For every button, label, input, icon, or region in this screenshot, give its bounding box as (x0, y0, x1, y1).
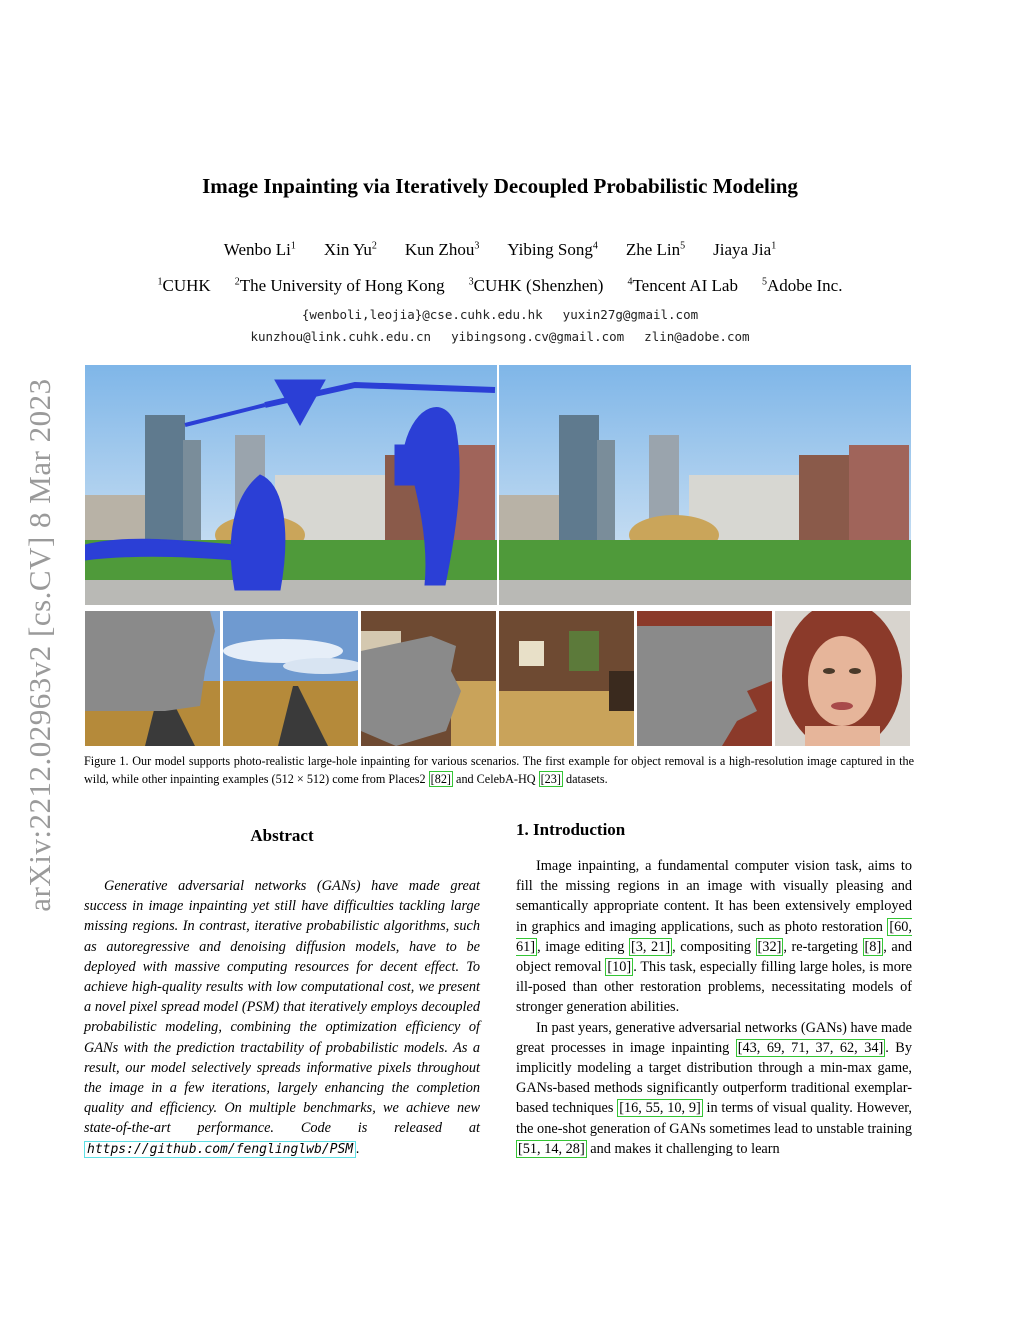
affiliation: $^5$Adobe Inc. (761, 276, 843, 295)
author-name: Wenbo Li$^1$ (223, 240, 296, 259)
figure-result-road (223, 611, 358, 746)
intro-text: in terms of visual quality. However, the one-shot generation of GANs sometimes lead to unstable training (516, 1100, 912, 1137)
intro-text: , and object removal (516, 938, 912, 976)
affiliation: $^1$CUHK (157, 276, 211, 295)
caption-text-3: datasets. (562, 772, 608, 786)
author-name: Yibing Song$^4$ (507, 240, 598, 259)
intro-body (516, 856, 912, 1159)
author-name: Zhe Lin$^5$ (625, 240, 686, 259)
email-address: {wenboli,leojia}@cse.cuhk.edu.hk (301, 307, 543, 322)
citation-link[interactable]: [3, 21] (631, 938, 671, 955)
intro-text: and makes it challenging to learn (586, 1140, 780, 1157)
email-address: yuxin27g@gmail.com (562, 307, 699, 322)
citation-link[interactable]: [10] (607, 959, 632, 976)
arxiv-sidebar-stamp (14, 360, 66, 930)
figure-result-bedroom (499, 611, 634, 746)
arxiv-id: arXiv:2212.02963v2 [cs.CV] 8 Mar 2023 (22, 378, 57, 912)
intro-text: . This task, especially filling large holes, is more ill-posed than other restoration problems, necessitating models of stronger generation abilities. (516, 959, 912, 1016)
intro-paragraph-2 (516, 1018, 912, 1159)
intro-text: Image inpainting, a fundamental computer vision task, aims to fill the missing regions in an image with visually pleasing and semantically appropriate content. It has been extensively employed in graphics and imaging applications, such as photo restoration (516, 858, 912, 935)
figure-masked-cityscape (85, 365, 497, 605)
affiliation: $^3$CUHK (Shenzhen) (468, 276, 604, 295)
citation-link[interactable]: [23] (540, 772, 561, 786)
author-name: Jiaya Jia$^1$ (713, 240, 777, 259)
citation-link[interactable]: [60, 61] (516, 918, 912, 955)
intro-text: , image editing (537, 938, 629, 955)
code-link[interactable]: https://github.com/fenglinglwb/PSM (84, 1141, 356, 1158)
citation-link[interactable]: [82] (430, 772, 451, 786)
abstract-body (84, 876, 480, 1160)
citation-link[interactable]: [8] (864, 938, 882, 955)
citation-link[interactable]: [43, 69, 71, 37, 62, 34] (737, 1039, 884, 1056)
author-name: Xin Yu$^2$ (323, 240, 377, 259)
email-address: yibingsong.cv@gmail.com (451, 329, 625, 344)
figure-masked-bedroom (361, 611, 496, 746)
figure-caption (84, 752, 914, 788)
abstract-heading: Abstract (250, 826, 314, 845)
author-list (0, 240, 1000, 260)
affiliation-list (0, 276, 1000, 296)
intro-text: , re-targeting (783, 938, 863, 955)
figure-masked-face (637, 611, 772, 746)
intro-heading: 1. Introduction (516, 820, 626, 839)
intro-text: , compositing (672, 938, 756, 955)
affiliation: $^2$The University of Hong Kong (234, 276, 445, 295)
citation-link[interactable]: [51, 14, 28] (518, 1140, 585, 1157)
email-list (0, 304, 1000, 348)
citation-link[interactable]: [16, 55, 10, 9] (619, 1100, 701, 1117)
intro-paragraph-1 (516, 856, 912, 1018)
email-address: kunzhou@link.cuhk.edu.cn (250, 329, 432, 344)
intro-text: . By implicitly modeling a target distribution through a min-max game, GANs-based methods significantly outperform traditional exemplar-based techniques (516, 1039, 912, 1117)
author-name: Kun Zhou$^3$ (404, 240, 480, 259)
figure-masked-road (85, 611, 220, 746)
citation-link[interactable]: [32] (757, 938, 782, 955)
figure-result-face (775, 611, 910, 746)
abstract-end: . (356, 1140, 360, 1157)
paper-title: Image Inpainting via Iteratively Decoupled Probabilistic Modeling (202, 174, 798, 198)
caption-text-1: Figure 1. Our model supports photo-realistic large-hole inpainting for various scenarios. The first example for object removal is a high-resolution image captured in the wild, while other inpainting examples (512 × 512) come from Places2 (84, 754, 914, 786)
figure-result-cityscape (499, 365, 911, 605)
intro-text: In past years, generative adversarial networks (GANs) have made great processes in image inpainting (516, 1019, 912, 1056)
affiliation: $^4$Tencent AI Lab (627, 276, 738, 295)
caption-text-2: and CelebA-HQ (452, 772, 539, 786)
abstract-text: Generative adversarial networks (GANs) have made great success in image inpainting yet still have difficulties tackling large missing regions. In contrast, iterative probabilistic algorithms, such as autoregressive and denoising diffusion models, have to be deployed with massive computing resources for decent effect. To achieve high-quality results with low computational cost, we present a novel pixel spread model (PSM) that iteratively employs decoupled probabilistic modeling, combining the optimization efficiency of GANs with the prediction tractability of probabilistic models. As a result, our model selectively spreads informative pixels throughout the image in a few iterations, largely enhancing the completion quality and efficiency. On multiple benchmarks, we achieve new state-of-the-art performance. Code is released at (84, 878, 480, 1137)
email-address: zlin@adobe.com (644, 329, 750, 344)
